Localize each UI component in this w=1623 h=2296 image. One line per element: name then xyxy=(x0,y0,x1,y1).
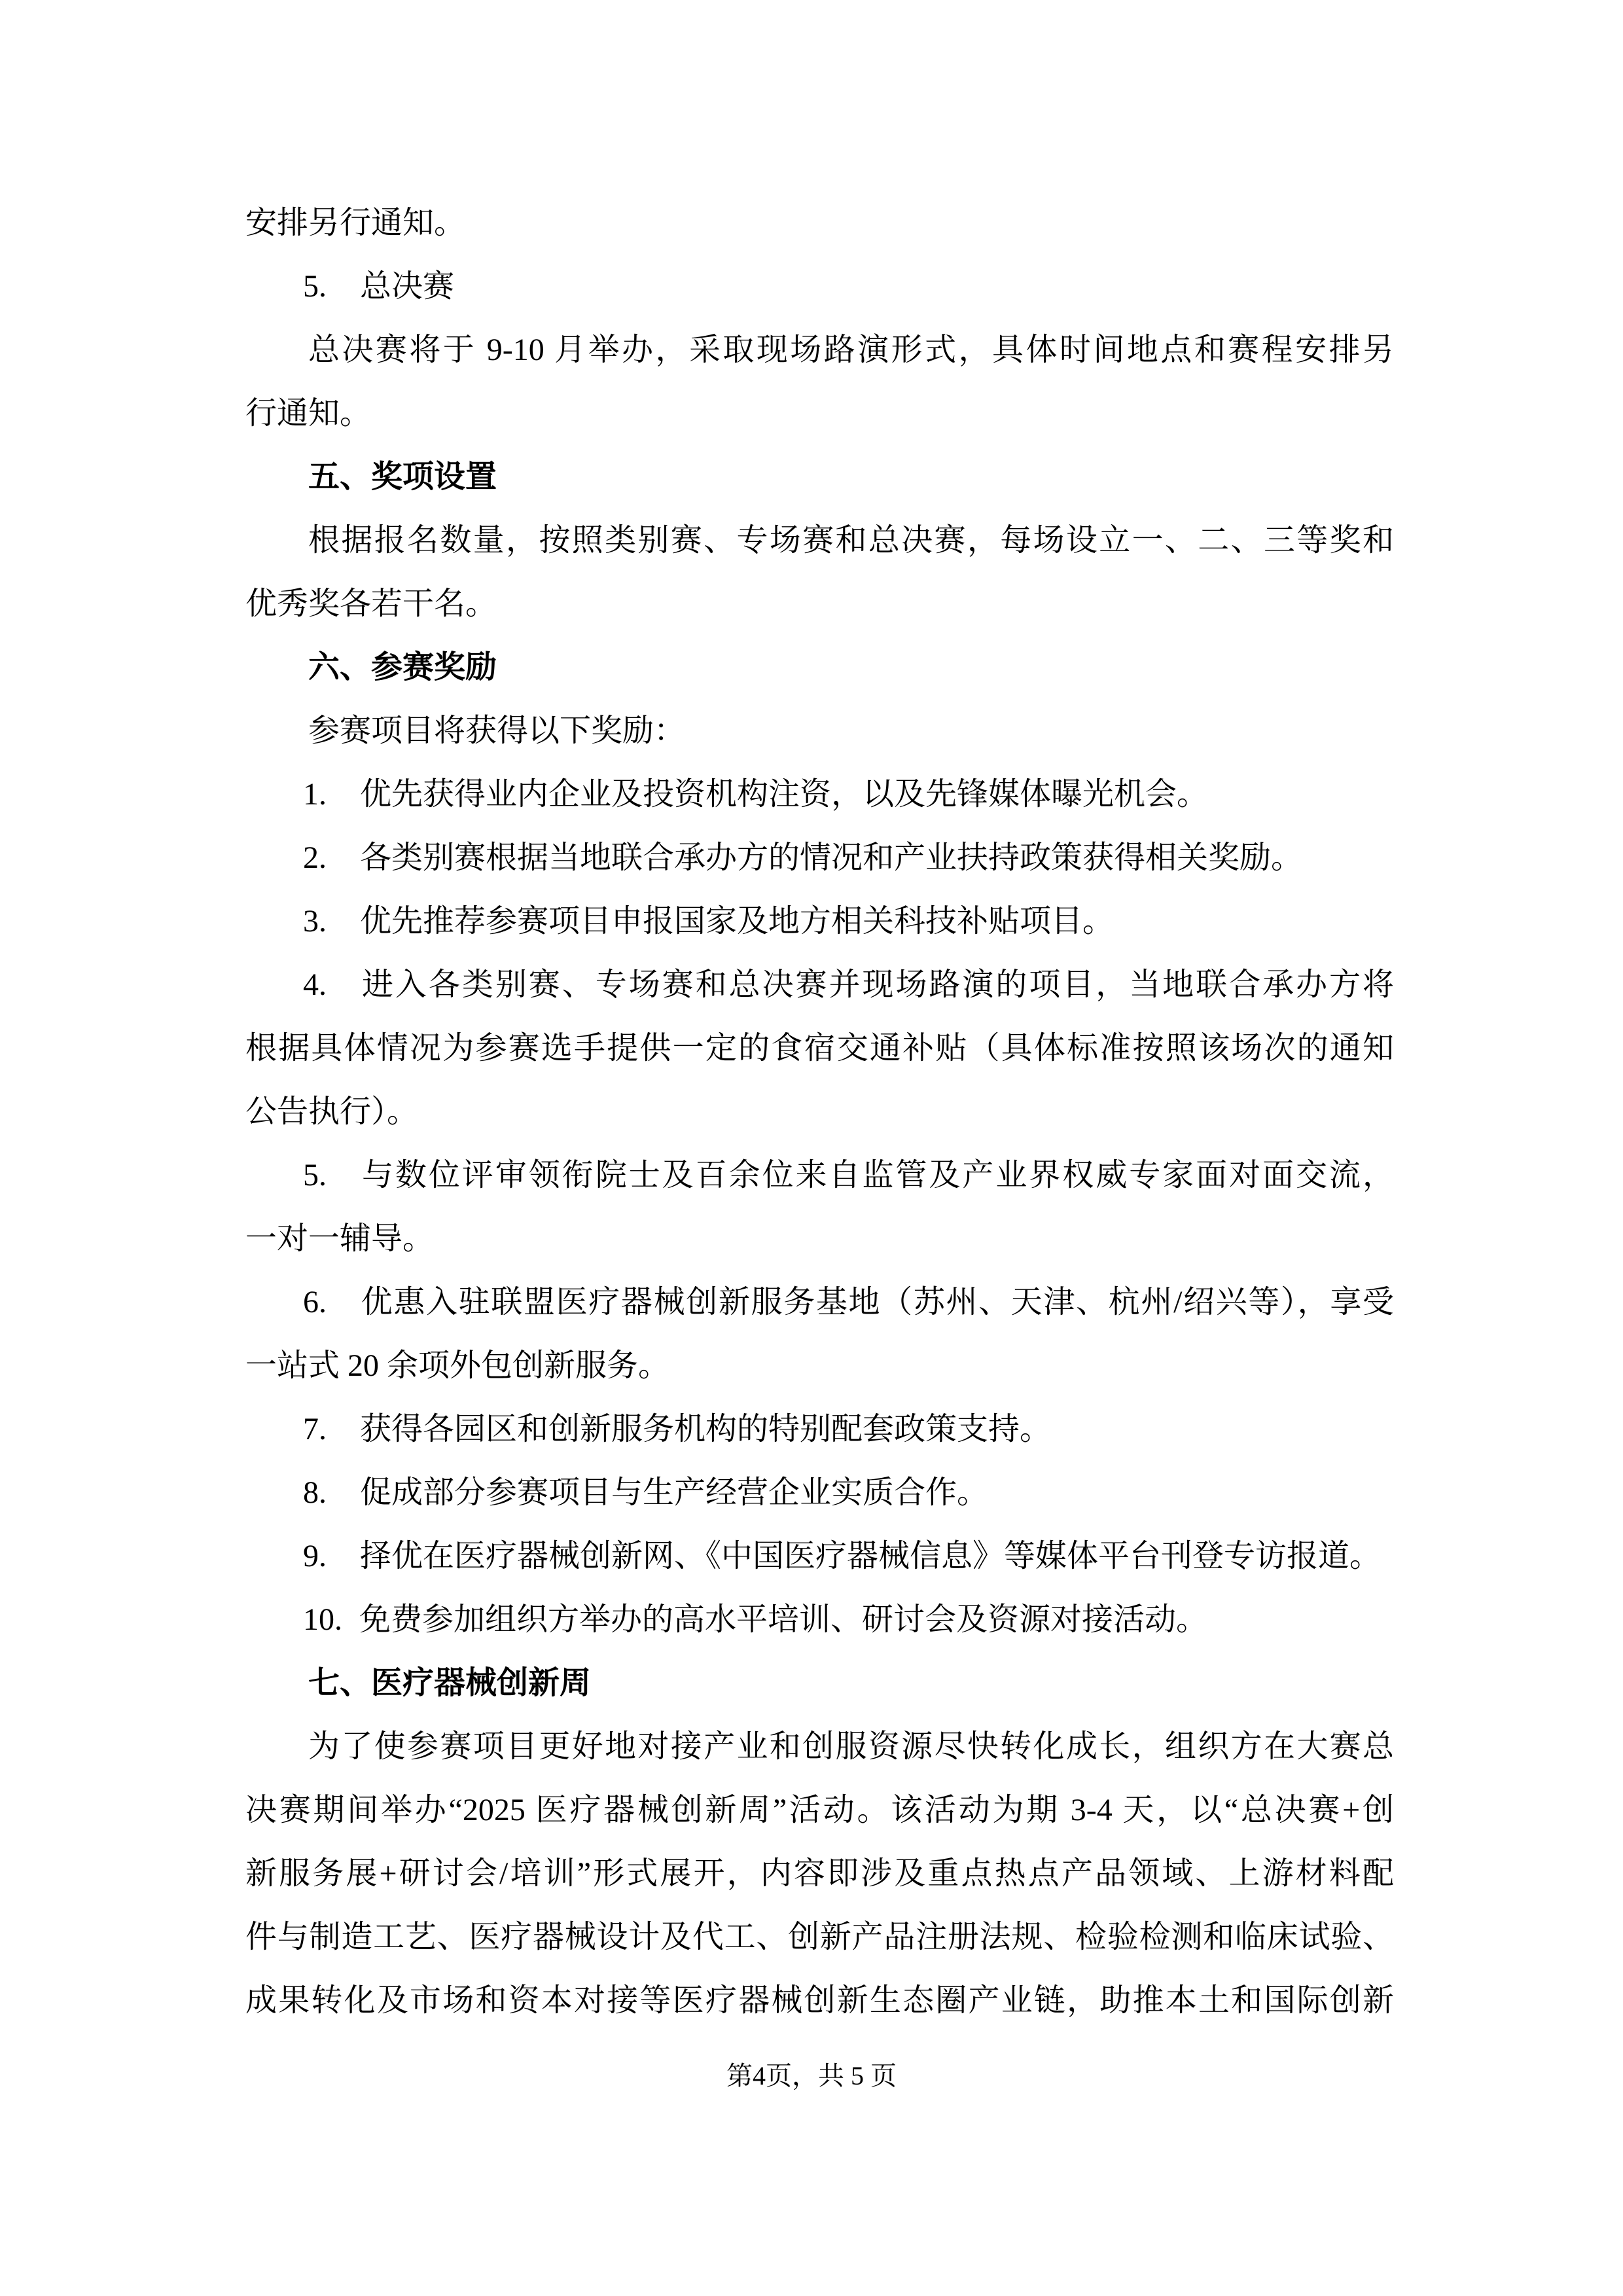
item-number: 2. xyxy=(303,840,327,875)
doc-line xyxy=(245,953,1394,1016)
doc-line xyxy=(245,1270,1394,1334)
doc-line: 安排另行通知。 xyxy=(245,206,466,240)
doc-line: 一站式 20 余项外包创新服务。 xyxy=(245,1348,670,1383)
doc-line: 一对一辅导。 xyxy=(245,1221,435,1256)
section-heading: 五、奖项设置 xyxy=(308,459,497,494)
item-text: 优先推荐参赛项目申报国家及地方相关科技补贴项目。 xyxy=(360,904,1115,939)
doc-line: 行通知。 xyxy=(245,396,372,431)
section-heading: 七、医疗器械创新周 xyxy=(308,1666,592,1700)
doc-line: 新服务展+研讨会/培训”形式展开，内容即涉及重点热点产品领域、上游材料配 xyxy=(245,1856,1394,1891)
page-footer: 第4页，共 5 页 xyxy=(726,2061,897,2090)
item-number: 9. xyxy=(303,1539,327,1573)
doc-line: 根据具体情况为参赛选手提供一定的食宿交通补贴（具体标准按照该场次的通知 xyxy=(245,1031,1394,1066)
doc-line xyxy=(245,762,1394,826)
doc-line xyxy=(245,1397,1394,1461)
section-heading: 六、参赛奖励 xyxy=(308,650,497,685)
doc-line xyxy=(245,889,1394,953)
item-text: 与数位评审领衔院士及百余位来自监管及产业界权威专家面对面交流， xyxy=(360,1158,1394,1193)
doc-line xyxy=(245,1588,1394,1651)
item-text: 免费参加组织方举办的高水平培训、研讨会及资源对接活动。 xyxy=(359,1602,1208,1637)
item-text: 进入各类别赛、专场赛和总决赛并现场路演的项目，当地联合承办方将 xyxy=(360,967,1394,1002)
doc-line xyxy=(245,826,1394,889)
item-number: 3. xyxy=(303,904,327,939)
doc-line: 决赛期间举办“2025 医疗器械创新周”活动。该活动为期 3-4 天，以“总决赛+创 xyxy=(245,1793,1394,1827)
doc-line: 公告执行）。 xyxy=(245,1094,419,1129)
item-text: 优惠入驻联盟医疗器械创新服务基地（苏州、天津、杭州/绍兴等），享受 xyxy=(360,1285,1394,1319)
item-number: 5. xyxy=(303,1158,327,1193)
item-text: 促成部分参赛项目与生产经营企业实质合作。 xyxy=(360,1475,989,1510)
item-number: 10. xyxy=(303,1602,342,1637)
item-number: 6. xyxy=(303,1285,327,1319)
doc-line: 总决赛将于 9-10 月举办，采取现场路演形式，具体时间地点和赛程安排另 xyxy=(308,332,1394,367)
document-body xyxy=(245,191,1394,2032)
doc-line: 为了使参赛项目更好地对接产业和创服资源尽快转化成长，组织方在大赛总 xyxy=(308,1729,1394,1764)
doc-line: 参赛项目将获得以下奖励： xyxy=(308,713,686,748)
item-text: 优先获得业内企业及投资机构注资，以及先锋媒体曝光机会。 xyxy=(360,777,1209,812)
item-text: 总决赛 xyxy=(360,269,455,304)
item-text: 获得各园区和创新服务机构的特别配套政策支持。 xyxy=(360,1412,1052,1446)
item-number: 7. xyxy=(303,1412,327,1446)
doc-line xyxy=(245,1461,1394,1524)
item-number: 8. xyxy=(303,1475,327,1510)
doc-line xyxy=(245,1143,1394,1207)
doc-line: 件与制造工艺、医疗器械设计及代工、创新产品注册法规、检验检测和临床试验、 xyxy=(245,1920,1394,1954)
item-text: 各类别赛根据当地联合承办方的情况和产业扶持政策获得相关奖励。 xyxy=(360,840,1303,875)
item-text: 择优在医疗器械创新网、《中国医疗器械信息》等媒体平台刊登专访报道。 xyxy=(360,1539,1382,1573)
item-number: 4. xyxy=(303,967,327,1002)
doc-line xyxy=(245,1524,1394,1588)
doc-line xyxy=(245,255,1394,318)
doc-line: 优秀奖各若干名。 xyxy=(245,586,497,621)
item-number: 5. xyxy=(303,269,327,304)
doc-line: 根据报名数量，按照类别赛、专场赛和总决赛，每场设立一、二、三等奖和 xyxy=(308,523,1394,558)
item-number: 1. xyxy=(303,777,327,812)
doc-line: 成果转化及市场和资本对接等医疗器械创新生态圈产业链，助推本土和国际创新 xyxy=(245,1983,1394,2018)
